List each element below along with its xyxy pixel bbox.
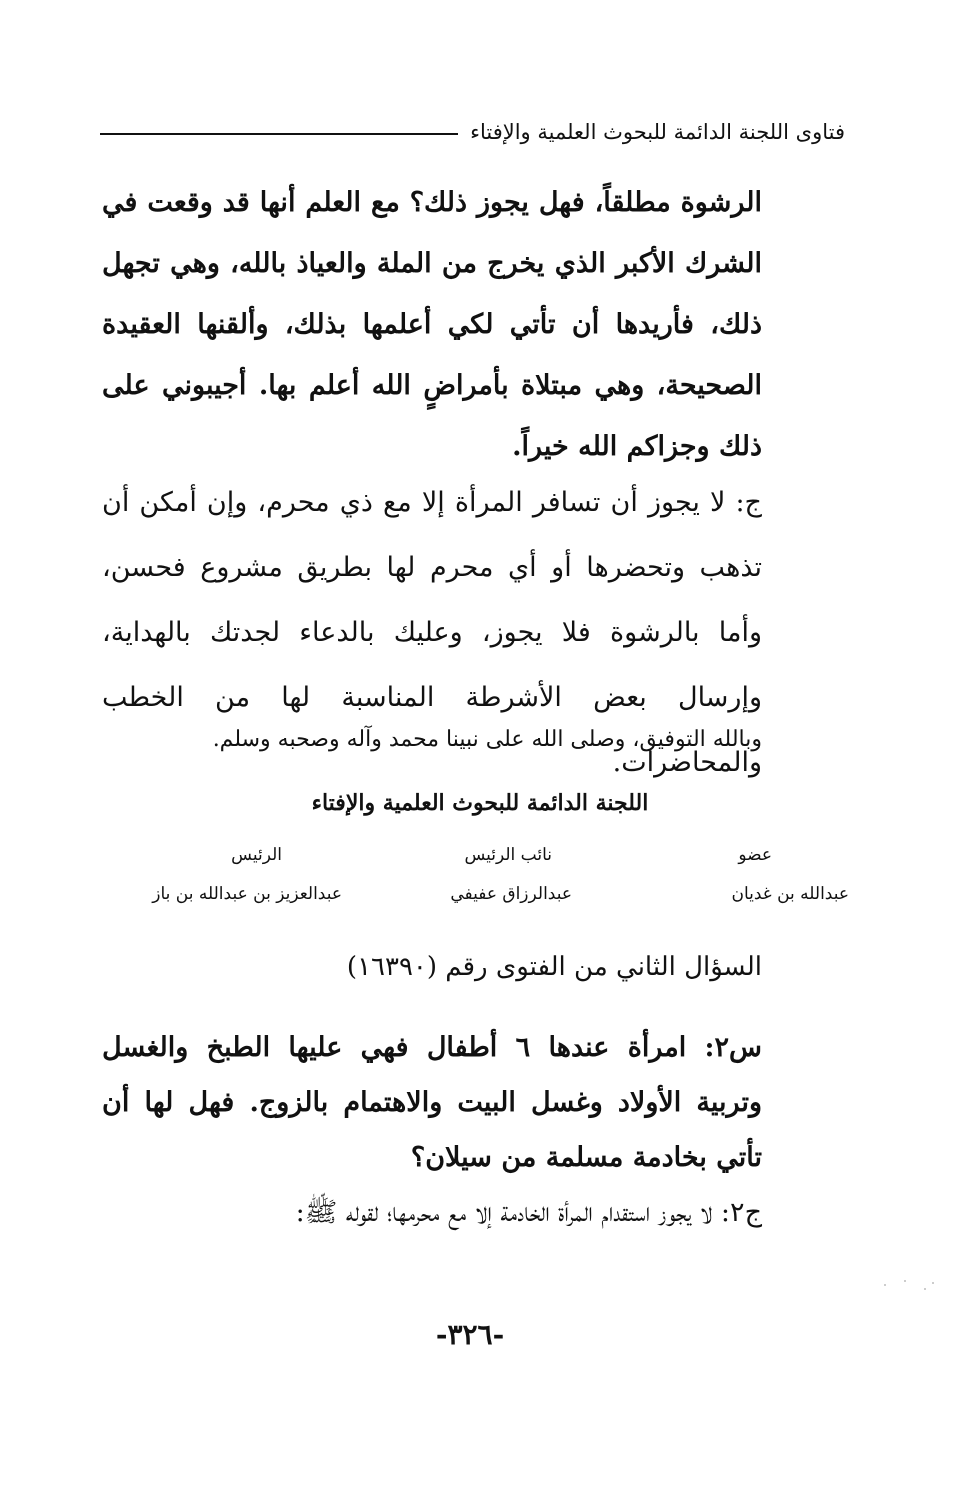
fatwa-reference: السؤال الثاني من الفتوى رقم (١٦٣٩٠) [346, 952, 762, 982]
scan-specks [880, 1278, 940, 1298]
signatory-name-member: عبدالله بن غديان [731, 884, 849, 904]
page-number: -٣٢٦- [435, 1318, 505, 1351]
closing-formula: وبالله التوفيق، وصلى الله على نبينا محمد وآله وصحبه وسلم. [212, 727, 762, 752]
question-1-text: الرشوة مطلقاً، فهل يجوز ذلك؟ مع العلم أنها قد وقعت في الشرك الأكبر الذي يخرج من الملة والعياذ بالله، وهي تجهل ذلك، فأريدها أن تأتي لكي أعلمها بذلك، وألقنها العقيدة الصحيحة، وهي مبتلاة بأمراضٍ الله أعلم بها. أجيبوني على ذلك وجزاكم الله خيراً. [102, 187, 762, 462]
header-rule [100, 133, 458, 135]
signatory-name-chairman: عبدالعزيز بن عبدالله بن باز [152, 884, 342, 904]
answer-2-text: ج٢: لا يجوز استقدام المرأة الخادمة إلا مع محرمها؛ لقوله ﷺ: [295, 1197, 762, 1228]
signatory-name-vice-chairman: عبدالرزاق عفيفي [450, 884, 572, 904]
committee-name: اللجنة الدائمة للبحوث العلمية والإفتاء [311, 790, 649, 816]
signatory-role-vice-chairman: نائب الرئيس [464, 845, 552, 865]
running-title: فتاوى اللجنة الدائمة للبحوث العلمية والإفتاء [470, 120, 845, 144]
signatory-role-member: عضو [738, 845, 772, 865]
question-2-text: س٢: امرأة عندها ٦ أطفال فهي عليها الطبخ والغسل وتربية الأولاد وغسل البيت والاهتمام بالزوج. فهل لها أن تأتي بخادمة مسلمة من سيلان؟ [102, 1032, 762, 1173]
running-header [100, 112, 845, 152]
answer-1-text: ج: لا يجوز أن تسافر المرأة إلا مع ذي محرم، وإن أمكن أن تذهب وتحضرها أو أي محرم لها بطريق مشروع فحسن، وأما بالرشوة فلا يجوز، وعليك بالدعاء لجدتك بالهداية، وإرسال بعض الأشرطة المناسبة لها من الخطب والمحاضرات. [102, 487, 762, 778]
signatory-role-chairman: الرئيس [231, 845, 282, 865]
